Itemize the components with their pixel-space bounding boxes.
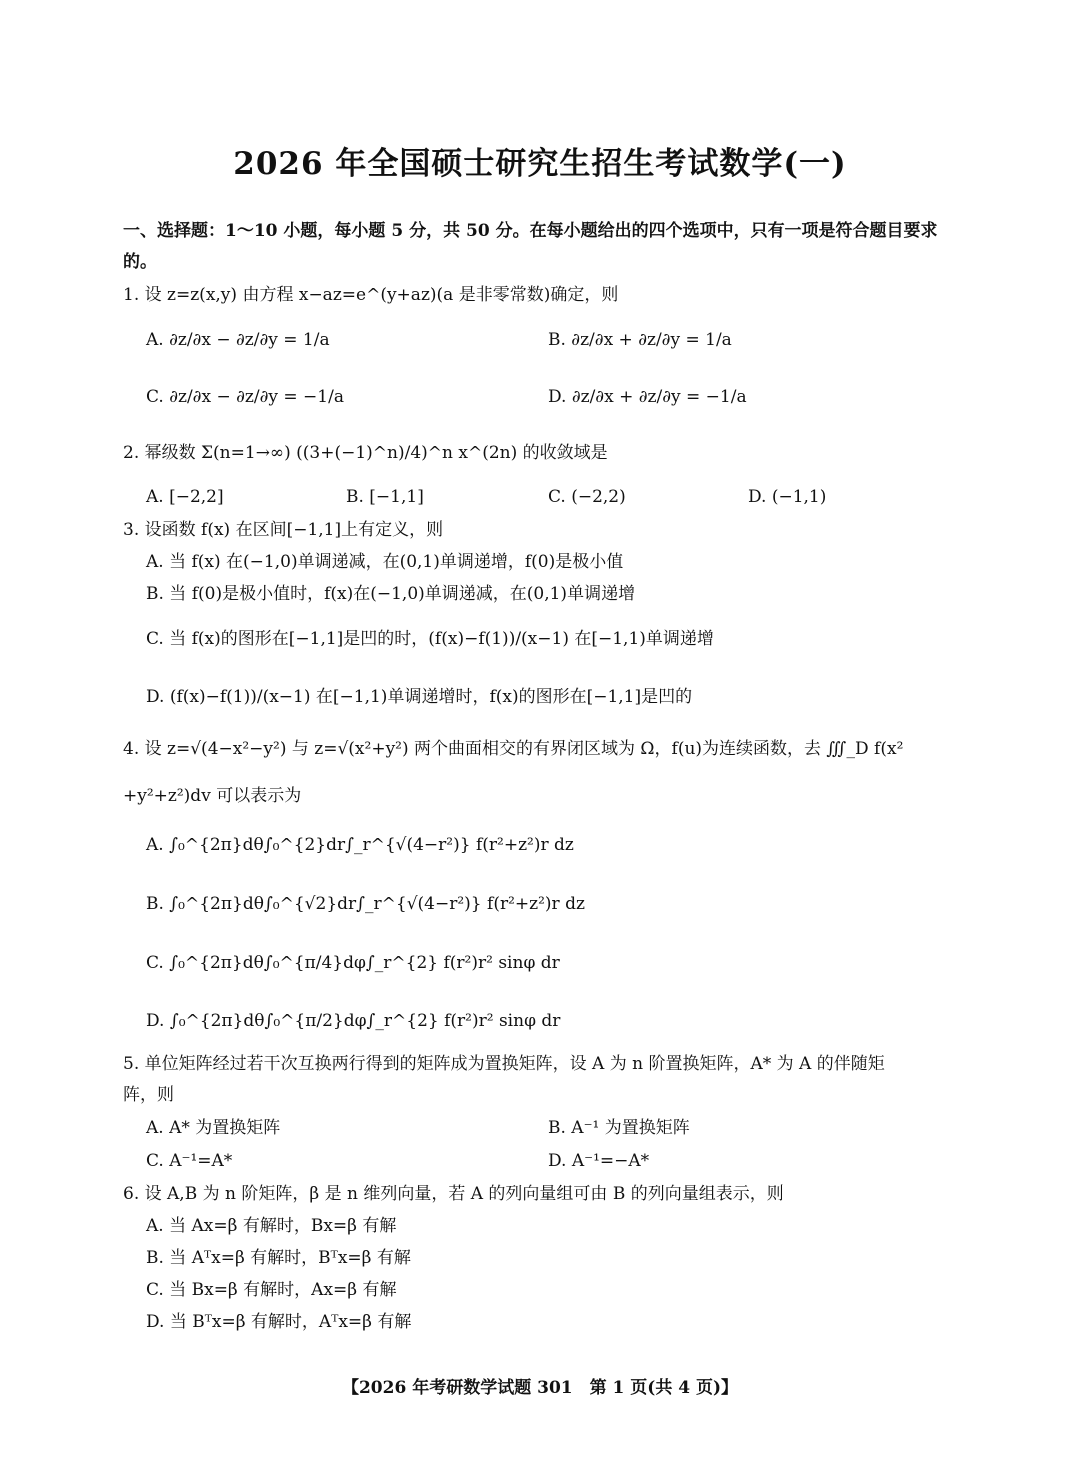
question-3-option-d: D. (f(x)−f(1))/(x−1) 在[−1,1)单调递增时，f(x)的图形在[−1,1]是凹的 — [146, 687, 693, 707]
question-3-option-a: A. 当 f(x) 在(−1,0)单调递减，在(0,1)单调递增，f(0)是极小值 — [146, 552, 624, 572]
question-5-option-c: C. A⁻¹=A* — [146, 1151, 233, 1171]
question-4-option-c: C. ∫₀^{2π}dθ∫₀^{π/4}dφ∫_r^{2} f(r²)r² sinφ dr — [146, 953, 560, 973]
question-5-option-a: A. A* 为置换矩阵 — [146, 1118, 281, 1138]
page-title: 2026 年全国硕士研究生招生考试数学(一) — [233, 146, 847, 182]
question-5-option-d: D. A⁻¹=−A* — [548, 1151, 650, 1171]
question-2-option-a: A. [−2,2] — [146, 487, 224, 507]
question-3-stem: 3. 设函数 f(x) 在区间[−1,1]上有定义，则 — [123, 520, 444, 540]
question-6-option-b: B. 当 Aᵀx=β 有解时，Bᵀx=β 有解 — [146, 1248, 411, 1268]
question-4-stem-line1: 4. 设 z=√(4−x²−y²) 与 z=√(x²+y²) 两个曲面相交的有界闭区域为 Ω，f(u)为连续函数，去 ∭_D f(x² — [123, 739, 904, 759]
section-heading: 一、选择题：1～10 小题，每小题 5 分，共 50 分。在每小题给出的四个选项中，只有一项是符合题目要求的。 — [123, 221, 938, 272]
question-1-option-d: D. ∂z/∂x + ∂z/∂y = −1/a — [548, 387, 747, 407]
question-6-option-a: A. 当 Ax=β 有解时，Bx=β 有解 — [146, 1216, 397, 1236]
question-6-option-d: D. 当 Bᵀx=β 有解时，Aᵀx=β 有解 — [146, 1312, 412, 1332]
question-2-option-c: C. (−2,2) — [548, 487, 626, 507]
question-1-option-c: C. ∂z/∂x − ∂z/∂y = −1/a — [146, 387, 344, 407]
question-5-stem-line1: 5. 单位矩阵经过若干次互换两行得到的矩阵成为置换矩阵，设 A 为 n 阶置换矩阵，A* 为 A 的伴随矩 — [123, 1054, 885, 1074]
question-4-stem-line2: +y²+z²)dv 可以表示为 — [123, 786, 302, 806]
question-2-stem: 2. 幂级数 Σ(n=1→∞) ((3+(−1)^n)/4)^n x^(2n) 的收敛域是 — [123, 443, 608, 463]
question-2-option-d: D. (−1,1) — [748, 487, 827, 507]
question-2-option-b: B. [−1,1] — [346, 487, 424, 507]
question-3-option-b: B. 当 f(0)是极小值时，f(x)在(−1,0)单调递减，在(0,1)单调递增 — [146, 584, 636, 604]
question-4-option-b: B. ∫₀^{2π}dθ∫₀^{√2}dr∫_r^{√(4−r²)} f(r²+z²)r dz — [146, 894, 585, 914]
page-footer: 【2026 年考研数学试题 301 第 1 页(共 4 页)】 — [341, 1378, 739, 1398]
question-3-option-c: C. 当 f(x)的图形在[−1,1]是凹的时，(f(x)−f(1))/(x−1) 在[−1,1)单调递增 — [146, 629, 714, 649]
question-5-stem-line2: 阵，则 — [123, 1085, 174, 1105]
question-6-stem: 6. 设 A,B 为 n 阶矩阵，β 是 n 维列向量，若 A 的列向量组可由 B 的列向量组表示，则 — [123, 1184, 784, 1204]
question-5-option-b: B. A⁻¹ 为置换矩阵 — [548, 1118, 690, 1138]
question-6-option-c: C. 当 Bx=β 有解时，Ax=β 有解 — [146, 1280, 397, 1300]
question-4-option-d: D. ∫₀^{2π}dθ∫₀^{π/2}dφ∫_r^{2} f(r²)r² sinφ dr — [146, 1011, 561, 1031]
question-4-option-a: A. ∫₀^{2π}dθ∫₀^{2}dr∫_r^{√(4−r²)} f(r²+z²)r dz — [146, 835, 574, 855]
question-1-option-a: A. ∂z/∂x − ∂z/∂y = 1/a — [146, 330, 330, 350]
question-1-stem: 1. 设 z=z(x,y) 由方程 x−az=e^(y+az)(a 是非零常数)确定，则 — [123, 285, 619, 305]
question-1-option-b: B. ∂z/∂x + ∂z/∂y = 1/a — [548, 330, 732, 350]
